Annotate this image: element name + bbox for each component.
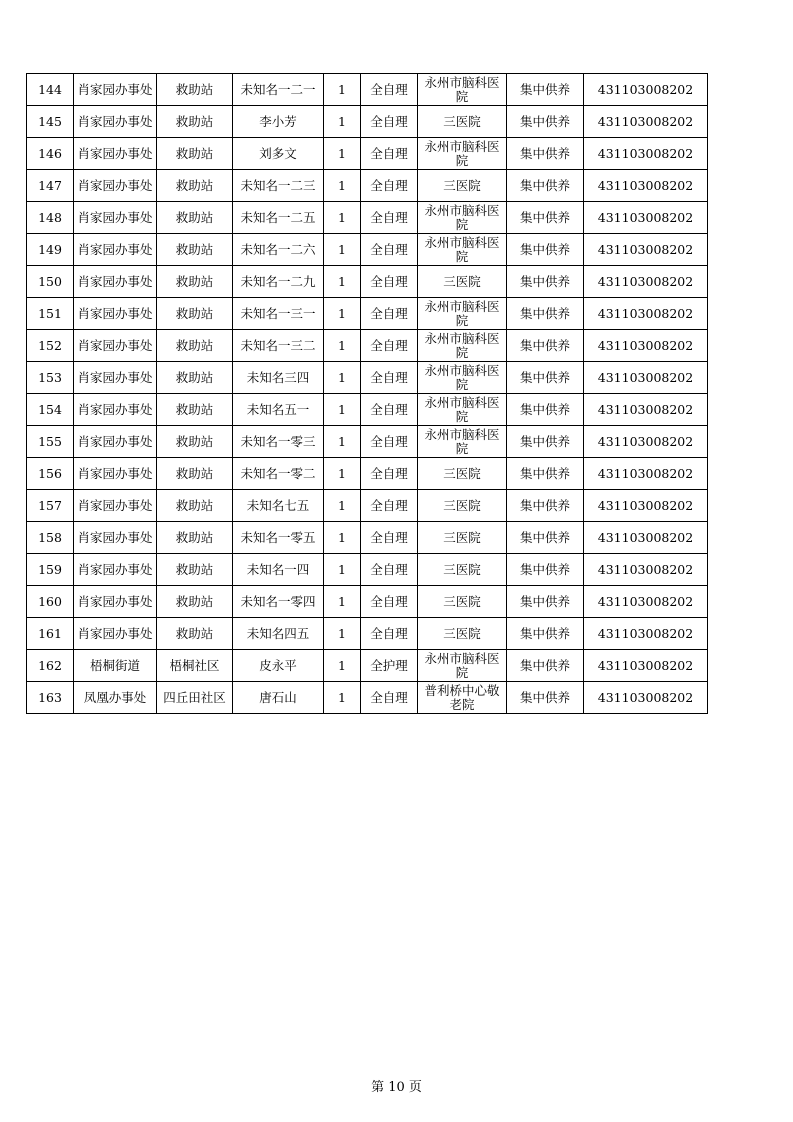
person-name-cell: 未知名三四: [233, 362, 324, 394]
care-level-cell: 全自理: [361, 266, 418, 298]
count-cell: 1: [324, 298, 361, 330]
care-level-cell: 全自理: [361, 74, 418, 106]
unit-cell: 救助站: [157, 522, 233, 554]
care-level-cell: 全自理: [361, 554, 418, 586]
institution-cell: 三医院: [418, 618, 507, 650]
care-level-cell: 全自理: [361, 298, 418, 330]
person-name-cell: 李小芳: [233, 106, 324, 138]
person-name-cell: 未知名一四: [233, 554, 324, 586]
person-name-cell: 未知名一零五: [233, 522, 324, 554]
page-number: 第 10 页: [371, 1080, 422, 1095]
unit-cell: 四丘田社区: [157, 682, 233, 714]
care-level-cell: 全自理: [361, 234, 418, 266]
care-level-cell: 全自理: [361, 106, 418, 138]
institution-cell: 三医院: [418, 266, 507, 298]
unit-cell: 救助站: [157, 170, 233, 202]
person-name-cell: 未知名一二九: [233, 266, 324, 298]
care-level-cell: 全护理: [361, 650, 418, 682]
row-number-cell: 149: [27, 234, 74, 266]
person-name-cell: 未知名五一: [233, 394, 324, 426]
table-row: [27, 138, 708, 170]
row-number-cell: 146: [27, 138, 74, 170]
person-name-cell: 刘多文: [233, 138, 324, 170]
unit-cell: 救助站: [157, 554, 233, 586]
count-cell: 1: [324, 106, 361, 138]
office-cell: 肖家园办事处: [74, 138, 157, 170]
care-level-cell: 全自理: [361, 362, 418, 394]
institution-cell: 三医院: [418, 106, 507, 138]
support-type-cell: 集中供养: [507, 490, 584, 522]
office-cell: 肖家园办事处: [74, 202, 157, 234]
support-type-cell: 集中供养: [507, 362, 584, 394]
unit-cell: 救助站: [157, 298, 233, 330]
row-number-cell: 162: [27, 650, 74, 682]
unit-cell: 救助站: [157, 426, 233, 458]
support-type-cell: 集中供养: [507, 138, 584, 170]
count-cell: 1: [324, 202, 361, 234]
support-type-cell: 集中供养: [507, 458, 584, 490]
unit-cell: 梧桐社区: [157, 650, 233, 682]
support-type-cell: 集中供养: [507, 426, 584, 458]
unit-cell: 救助站: [157, 266, 233, 298]
support-type-cell: 集中供养: [507, 618, 584, 650]
support-type-cell: 集中供养: [507, 586, 584, 618]
person-name-cell: 未知名一二五: [233, 202, 324, 234]
count-cell: 1: [324, 618, 361, 650]
unit-cell: 救助站: [157, 202, 233, 234]
unit-cell: 救助站: [157, 234, 233, 266]
office-cell: 肖家园办事处: [74, 298, 157, 330]
table-row: [27, 170, 708, 202]
office-cell: 肖家园办事处: [74, 234, 157, 266]
support-type-cell: 集中供养: [507, 522, 584, 554]
row-number-cell: 155: [27, 426, 74, 458]
table-row: [27, 522, 708, 554]
office-cell: 肖家园办事处: [74, 426, 157, 458]
unit-cell: 救助站: [157, 106, 233, 138]
count-cell: 1: [324, 266, 361, 298]
count-cell: 1: [324, 74, 361, 106]
row-number-cell: 158: [27, 522, 74, 554]
count-cell: 1: [324, 458, 361, 490]
count-cell: 1: [324, 426, 361, 458]
support-type-cell: 集中供养: [507, 650, 584, 682]
institution-cell: 永州市脑科医院: [418, 234, 507, 266]
person-name-cell: 未知名一二一: [233, 74, 324, 106]
table-row: [27, 426, 708, 458]
office-cell: 肖家园办事处: [74, 106, 157, 138]
row-number-cell: 163: [27, 682, 74, 714]
region-code-cell: 431103008202: [584, 618, 708, 650]
office-cell: 凤凰办事处: [74, 682, 157, 714]
institution-cell: 永州市脑科医院: [418, 202, 507, 234]
region-code-cell: 431103008202: [584, 298, 708, 330]
count-cell: 1: [324, 362, 361, 394]
office-cell: 肖家园办事处: [74, 458, 157, 490]
institution-cell: 永州市脑科医院: [418, 298, 507, 330]
count-cell: 1: [324, 682, 361, 714]
row-number-cell: 150: [27, 266, 74, 298]
table-row: [27, 490, 708, 522]
region-code-cell: 431103008202: [584, 490, 708, 522]
region-code-cell: 431103008202: [584, 74, 708, 106]
support-type-cell: 集中供养: [507, 74, 584, 106]
office-cell: 肖家园办事处: [74, 170, 157, 202]
support-type-cell: 集中供养: [507, 106, 584, 138]
care-level-cell: 全自理: [361, 330, 418, 362]
support-type-cell: 集中供养: [507, 554, 584, 586]
office-cell: 肖家园办事处: [74, 522, 157, 554]
count-cell: 1: [324, 330, 361, 362]
office-cell: 梧桐街道: [74, 650, 157, 682]
institution-cell: 永州市脑科医院: [418, 426, 507, 458]
row-number-cell: 161: [27, 618, 74, 650]
unit-cell: 救助站: [157, 586, 233, 618]
count-cell: 1: [324, 234, 361, 266]
row-number-cell: 145: [27, 106, 74, 138]
row-number-cell: 152: [27, 330, 74, 362]
person-name-cell: 未知名一零三: [233, 426, 324, 458]
institution-cell: 三医院: [418, 522, 507, 554]
person-name-cell: 未知名一零四: [233, 586, 324, 618]
office-cell: 肖家园办事处: [74, 266, 157, 298]
office-cell: 肖家园办事处: [74, 618, 157, 650]
region-code-cell: 431103008202: [584, 138, 708, 170]
institution-cell: 永州市脑科医院: [418, 138, 507, 170]
table-row: [27, 586, 708, 618]
person-name-cell: 未知名四五: [233, 618, 324, 650]
unit-cell: 救助站: [157, 330, 233, 362]
support-type-cell: 集中供养: [507, 234, 584, 266]
office-cell: 肖家园办事处: [74, 362, 157, 394]
row-number-cell: 159: [27, 554, 74, 586]
region-code-cell: 431103008202: [584, 234, 708, 266]
region-code-cell: 431103008202: [584, 362, 708, 394]
region-code-cell: 431103008202: [584, 458, 708, 490]
office-cell: 肖家园办事处: [74, 330, 157, 362]
unit-cell: 救助站: [157, 618, 233, 650]
table-row: [27, 106, 708, 138]
institution-cell: 三医院: [418, 170, 507, 202]
institution-cell: 永州市脑科医院: [418, 650, 507, 682]
care-level-cell: 全自理: [361, 426, 418, 458]
support-type-cell: 集中供养: [507, 298, 584, 330]
care-level-cell: 全自理: [361, 490, 418, 522]
table-row: [27, 234, 708, 266]
region-code-cell: 431103008202: [584, 394, 708, 426]
table-row: [27, 202, 708, 234]
institution-cell: 永州市脑科医院: [418, 74, 507, 106]
count-cell: 1: [324, 650, 361, 682]
institution-cell: 永州市脑科医院: [418, 394, 507, 426]
unit-cell: 救助站: [157, 490, 233, 522]
person-name-cell: 未知名一二六: [233, 234, 324, 266]
institution-cell: 普利桥中心敬老院: [418, 682, 507, 714]
care-level-cell: 全自理: [361, 170, 418, 202]
region-code-cell: 431103008202: [584, 266, 708, 298]
office-cell: 肖家园办事处: [74, 586, 157, 618]
count-cell: 1: [324, 394, 361, 426]
row-number-cell: 144: [27, 74, 74, 106]
unit-cell: 救助站: [157, 138, 233, 170]
row-number-cell: 148: [27, 202, 74, 234]
office-cell: 肖家园办事处: [74, 394, 157, 426]
support-type-cell: 集中供养: [507, 330, 584, 362]
row-number-cell: 153: [27, 362, 74, 394]
row-number-cell: 147: [27, 170, 74, 202]
support-type-cell: 集中供养: [507, 170, 584, 202]
row-number-cell: 160: [27, 586, 74, 618]
table-row: [27, 394, 708, 426]
unit-cell: 救助站: [157, 394, 233, 426]
table-row: [27, 362, 708, 394]
table-row: [27, 74, 708, 106]
care-level-cell: 全自理: [361, 394, 418, 426]
unit-cell: 救助站: [157, 458, 233, 490]
care-level-cell: 全自理: [361, 522, 418, 554]
region-code-cell: 431103008202: [584, 682, 708, 714]
region-code-cell: 431103008202: [584, 650, 708, 682]
count-cell: 1: [324, 522, 361, 554]
roster-table: [26, 73, 708, 714]
table-row: [27, 618, 708, 650]
region-code-cell: 431103008202: [584, 106, 708, 138]
count-cell: 1: [324, 586, 361, 618]
unit-cell: 救助站: [157, 362, 233, 394]
care-level-cell: 全自理: [361, 682, 418, 714]
person-name-cell: 未知名一三二: [233, 330, 324, 362]
roster-body: [27, 74, 708, 714]
region-code-cell: 431103008202: [584, 202, 708, 234]
care-level-cell: 全自理: [361, 138, 418, 170]
table-row: [27, 266, 708, 298]
region-code-cell: 431103008202: [584, 170, 708, 202]
unit-cell: 救助站: [157, 74, 233, 106]
region-code-cell: 431103008202: [584, 522, 708, 554]
support-type-cell: 集中供养: [507, 266, 584, 298]
table-row: [27, 682, 708, 714]
institution-cell: 三医院: [418, 490, 507, 522]
person-name-cell: 未知名七五: [233, 490, 324, 522]
region-code-cell: 431103008202: [584, 330, 708, 362]
office-cell: 肖家园办事处: [74, 490, 157, 522]
region-code-cell: 431103008202: [584, 586, 708, 618]
region-code-cell: 431103008202: [584, 554, 708, 586]
person-name-cell: 唐石山: [233, 682, 324, 714]
care-level-cell: 全自理: [361, 618, 418, 650]
person-name-cell: 未知名一三一: [233, 298, 324, 330]
table-row: [27, 458, 708, 490]
support-type-cell: 集中供养: [507, 394, 584, 426]
institution-cell: 永州市脑科医院: [418, 362, 507, 394]
person-name-cell: 未知名一零二: [233, 458, 324, 490]
institution-cell: 三医院: [418, 458, 507, 490]
count-cell: 1: [324, 170, 361, 202]
institution-cell: 永州市脑科医院: [418, 330, 507, 362]
support-type-cell: 集中供养: [507, 682, 584, 714]
person-name-cell: 皮永平: [233, 650, 324, 682]
table-row: [27, 298, 708, 330]
count-cell: 1: [324, 554, 361, 586]
institution-cell: 三医院: [418, 586, 507, 618]
table-row: [27, 650, 708, 682]
region-code-cell: 431103008202: [584, 426, 708, 458]
office-cell: 肖家园办事处: [74, 554, 157, 586]
person-name-cell: 未知名一二三: [233, 170, 324, 202]
row-number-cell: 151: [27, 298, 74, 330]
row-number-cell: 156: [27, 458, 74, 490]
row-number-cell: 154: [27, 394, 74, 426]
institution-cell: 三医院: [418, 554, 507, 586]
support-type-cell: 集中供养: [507, 202, 584, 234]
count-cell: 1: [324, 138, 361, 170]
table-row: [27, 330, 708, 362]
care-level-cell: 全自理: [361, 202, 418, 234]
care-level-cell: 全自理: [361, 586, 418, 618]
office-cell: 肖家园办事处: [74, 74, 157, 106]
table-row: [27, 554, 708, 586]
count-cell: 1: [324, 490, 361, 522]
row-number-cell: 157: [27, 490, 74, 522]
care-level-cell: 全自理: [361, 458, 418, 490]
